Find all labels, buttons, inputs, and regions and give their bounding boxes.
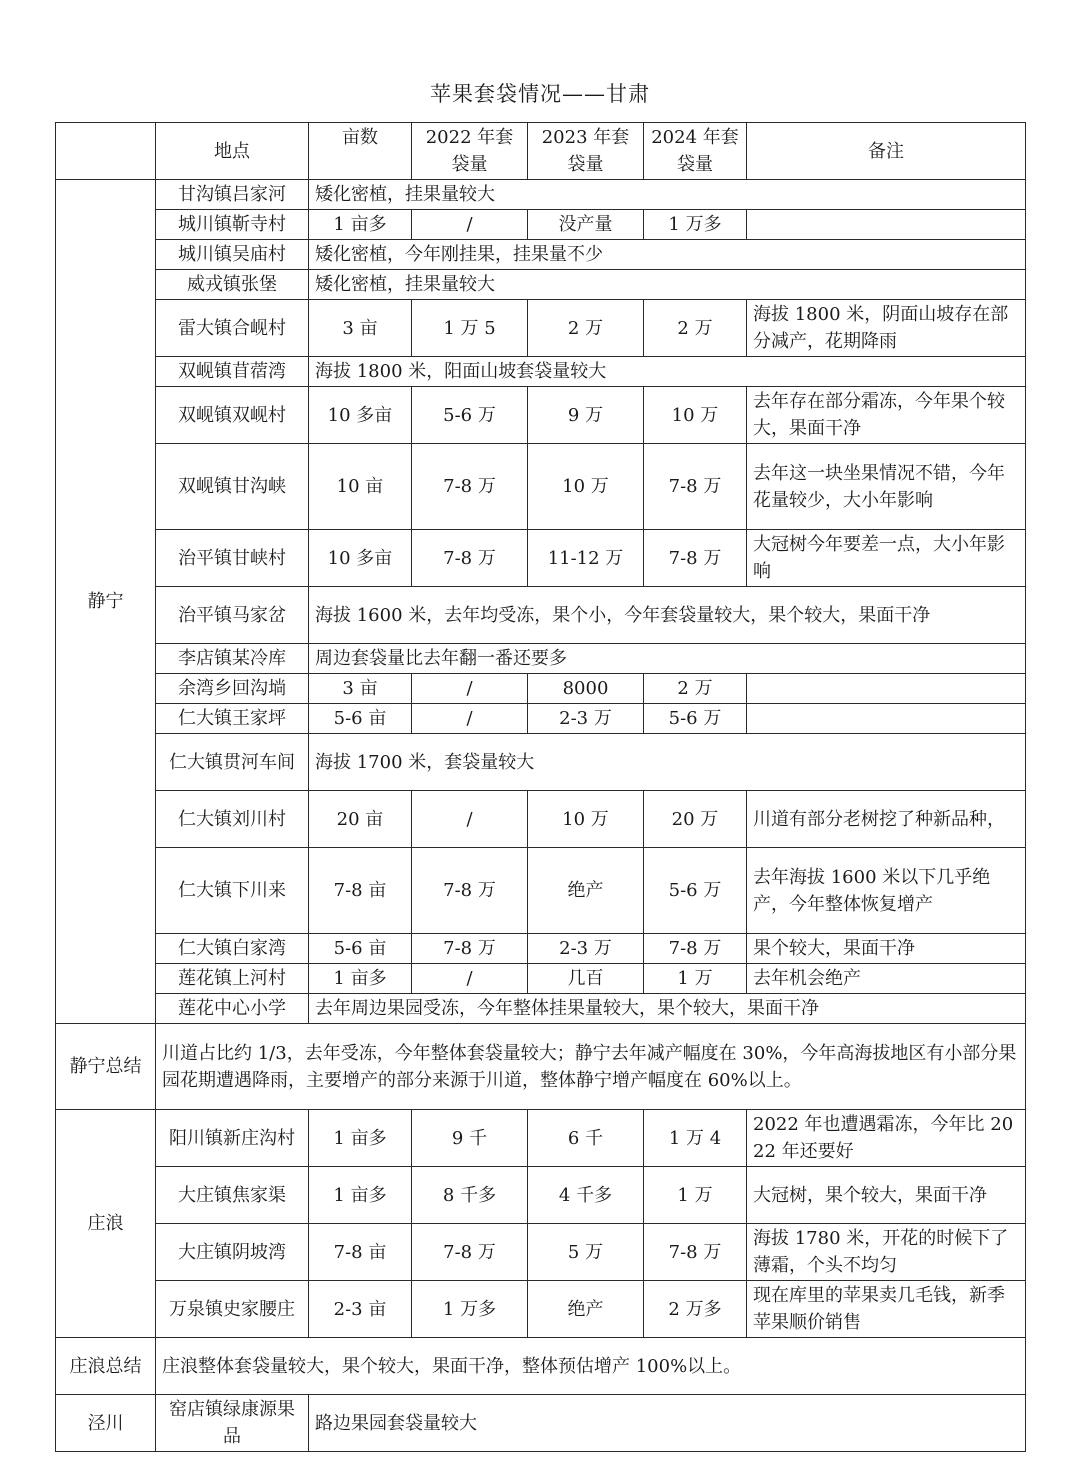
bag-2023-cell: 10 万	[528, 444, 644, 530]
area-cell: 1 亩多	[309, 1110, 412, 1167]
summary-row	[56, 1024, 1026, 1110]
location-cell: 余湾乡回沟埫	[156, 674, 309, 704]
apple-bagging-table	[55, 122, 1026, 1452]
bag-2024-cell: 2 万多	[644, 1281, 747, 1338]
bag-2024-cell: 1 万 4	[644, 1110, 747, 1167]
bag-2022-cell: /	[412, 210, 528, 240]
bag-2023-cell: 6 千	[528, 1110, 644, 1167]
bag-2023-cell: 9 万	[528, 387, 644, 444]
bag-2024-cell: 7-8 万	[644, 444, 747, 530]
jingning-summary-label: 静宁总结	[56, 1024, 156, 1110]
table-row	[56, 444, 1026, 530]
area-cell: 10 亩	[309, 444, 412, 530]
table-row	[56, 387, 1026, 444]
bag-2023-cell: 绝产	[528, 848, 644, 934]
bag-2022-cell: /	[412, 964, 528, 994]
location-cell: 莲花中心小学	[156, 994, 309, 1024]
location-cell: 仁大镇贯河车间	[156, 734, 309, 791]
table-row	[56, 1110, 1026, 1167]
table-row	[56, 587, 1026, 644]
bag-2023-cell: 11-12 万	[528, 530, 644, 587]
bag-2024-cell: 2 万	[644, 674, 747, 704]
note-cell: 川道有部分老树挖了种新品种，	[747, 791, 1026, 848]
table-row	[56, 240, 1026, 270]
bag-2022-cell: 9 千	[412, 1110, 528, 1167]
area-cell: 3 亩	[309, 674, 412, 704]
area-cell: 1 亩多	[309, 964, 412, 994]
location-cell: 治平镇马家岔	[156, 587, 309, 644]
region-jingning: 静宁	[56, 180, 156, 1024]
table-row	[56, 357, 1026, 387]
location-cell: 李店镇某冷库	[156, 644, 309, 674]
header-region-cell	[56, 123, 156, 180]
area-cell: 7-8 亩	[309, 1224, 412, 1281]
bag-2024-cell: 10 万	[644, 387, 747, 444]
bag-2024-cell: 1 万多	[644, 210, 747, 240]
table-row	[56, 1224, 1026, 1281]
bag-2023-cell: 没产量	[528, 210, 644, 240]
note-cell	[747, 704, 1026, 734]
merged-note-cell: 海拔 1600 米，去年均受冻，果个小，今年套袋量较大，果个较大，果面干净	[309, 587, 1026, 644]
location-cell: 仁大镇白家湾	[156, 934, 309, 964]
jingning-summary-text: 川道占比约 1/3，去年受冻，今年整体套袋量较大；静宁去年减产幅度在 30%，今年高海拔地区有小部分果园花期遭遇降雨，主要增产的部分来源于川道，整体静宁增产幅度在 60%以上。	[156, 1024, 1026, 1110]
area-cell: 10 多亩	[309, 530, 412, 587]
bag-2022-cell: 1 万 5	[412, 300, 528, 357]
table-row	[56, 964, 1026, 994]
table-row	[56, 704, 1026, 734]
table-row	[56, 1395, 1026, 1452]
bag-2022-cell: 8 千多	[412, 1167, 528, 1224]
bag-2024-cell: 5-6 万	[644, 704, 747, 734]
table-row	[56, 848, 1026, 934]
note-cell: 去年海拔 1600 米以下几乎绝产，今年整体恢复增产	[747, 848, 1026, 934]
region-jingchuan: 泾川	[56, 1395, 156, 1452]
area-cell: 20 亩	[309, 791, 412, 848]
bag-2024-cell: 1 万	[644, 1167, 747, 1224]
header-2022: 2022 年套袋量	[412, 123, 528, 180]
page-title: 苹果套袋情况——甘肃	[430, 82, 650, 106]
note-cell	[747, 210, 1026, 240]
location-cell: 窑店镇绿康源果品	[156, 1395, 309, 1452]
note-cell: 去年这一块坐果情况不错，今年花量较少，大小年影响	[747, 444, 1026, 530]
location-cell: 万泉镇史家腰庄	[156, 1281, 309, 1338]
location-cell: 城川镇靳寺村	[156, 210, 309, 240]
area-cell: 5-6 亩	[309, 704, 412, 734]
bag-2024-cell: 20 万	[644, 791, 747, 848]
merged-note-cell: 矮化密植，挂果量较大	[309, 270, 1026, 300]
note-cell: 大冠树，果个较大，果面干净	[747, 1167, 1026, 1224]
note-cell: 大冠树今年要差一点，大小年影响	[747, 530, 1026, 587]
location-cell: 阳川镇新庄沟村	[156, 1110, 309, 1167]
location-cell: 大庄镇焦家渠	[156, 1167, 309, 1224]
bag-2022-cell: 1 万多	[412, 1281, 528, 1338]
table-row	[56, 210, 1026, 240]
area-cell: 1 亩多	[309, 1167, 412, 1224]
location-cell: 城川镇吴庙村	[156, 240, 309, 270]
merged-note-cell: 去年周边果园受冻，今年整体挂果量较大，果个较大，果面干净	[309, 994, 1026, 1024]
location-cell: 仁大镇下川来	[156, 848, 309, 934]
bag-2022-cell: 7-8 万	[412, 444, 528, 530]
bag-2023-cell: 2-3 万	[528, 934, 644, 964]
bag-2024-cell: 5-6 万	[644, 848, 747, 934]
table-row	[56, 1281, 1026, 1338]
bag-2023-cell: 4 千多	[528, 1167, 644, 1224]
bag-2024-cell: 7-8 万	[644, 934, 747, 964]
bag-2022-cell: /	[412, 674, 528, 704]
note-cell: 2022 年也遭遇霜冻，今年比 2022 年还要好	[747, 1110, 1026, 1167]
bag-2023-cell: 几百	[528, 964, 644, 994]
location-cell: 双岘镇甘沟峡	[156, 444, 309, 530]
header-row	[56, 123, 1026, 180]
bag-2023-cell: 绝产	[528, 1281, 644, 1338]
note-cell: 去年存在部分霜冻，今年果个较大，果面干净	[747, 387, 1026, 444]
location-cell: 威戎镇张堡	[156, 270, 309, 300]
header-2023: 2023 年套袋量	[528, 123, 644, 180]
bag-2024-cell: 7-8 万	[644, 530, 747, 587]
location-cell: 仁大镇刘川村	[156, 791, 309, 848]
note-cell: 去年机会绝产	[747, 964, 1026, 994]
area-cell: 3 亩	[309, 300, 412, 357]
location-cell: 双岘镇苜蓿湾	[156, 357, 309, 387]
bag-2022-cell: /	[412, 704, 528, 734]
note-cell: 果个较大，果面干净	[747, 934, 1026, 964]
header-2024: 2024 年套袋量	[644, 123, 747, 180]
note-cell: 海拔 1780 米，开花的时候下了薄霜，个头不均匀	[747, 1224, 1026, 1281]
location-cell: 莲花镇上河村	[156, 964, 309, 994]
area-cell: 2-3 亩	[309, 1281, 412, 1338]
note-cell: 现在库里的苹果卖几毛钱，新季苹果顺价销售	[747, 1281, 1026, 1338]
bag-2022-cell: 7-8 万	[412, 934, 528, 964]
table-row	[56, 644, 1026, 674]
location-cell: 仁大镇王家坪	[156, 704, 309, 734]
bag-2022-cell: 7-8 万	[412, 1224, 528, 1281]
header-location: 地点	[156, 123, 309, 180]
location-cell: 双岘镇双岘村	[156, 387, 309, 444]
merged-note-cell: 海拔 1800 米，阳面山坡套袋量较大	[309, 357, 1026, 387]
note-cell	[747, 674, 1026, 704]
region-zhuanglang: 庄浪	[56, 1110, 156, 1338]
header-note: 备注	[747, 123, 1026, 180]
table-row	[56, 1167, 1026, 1224]
bag-2024-cell: 2 万	[644, 300, 747, 357]
location-cell: 甘沟镇吕家河	[156, 180, 309, 210]
table-row	[56, 934, 1026, 964]
note-cell: 海拔 1800 米，阴面山坡存在部分减产，花期降雨	[747, 300, 1026, 357]
bag-2022-cell: 7-8 万	[412, 848, 528, 934]
bag-2022-cell: /	[412, 791, 528, 848]
area-cell: 7-8 亩	[309, 848, 412, 934]
table-row	[56, 530, 1026, 587]
bag-2023-cell: 10 万	[528, 791, 644, 848]
table-row	[56, 994, 1026, 1024]
table-row	[56, 270, 1026, 300]
location-cell: 治平镇甘峡村	[156, 530, 309, 587]
location-cell: 雷大镇合岘村	[156, 300, 309, 357]
zhuanglang-summary-label: 庄浪总结	[56, 1338, 156, 1395]
merged-note-cell: 矮化密植，今年刚挂果，挂果量不少	[309, 240, 1026, 270]
bag-2024-cell: 1 万	[644, 964, 747, 994]
area-cell: 10 多亩	[309, 387, 412, 444]
bag-2024-cell: 7-8 万	[644, 1224, 747, 1281]
table-row	[56, 791, 1026, 848]
merged-note-cell: 周边套袋量比去年翻一番还要多	[309, 644, 1026, 674]
zhuanglang-summary-text: 庄浪整体套袋量较大，果个较大，果面干净，整体预估增产 100%以上。	[156, 1338, 1026, 1395]
table-row	[56, 300, 1026, 357]
area-cell: 1 亩多	[309, 210, 412, 240]
bag-2023-cell: 2 万	[528, 300, 644, 357]
table-row	[56, 674, 1026, 704]
bag-2022-cell: 7-8 万	[412, 530, 528, 587]
table-row	[56, 734, 1026, 791]
bag-2022-cell: 5-6 万	[412, 387, 528, 444]
merged-note-cell: 路边果园套袋量较大	[309, 1395, 1026, 1452]
location-cell: 大庄镇阴坡湾	[156, 1224, 309, 1281]
area-cell: 5-6 亩	[309, 934, 412, 964]
table-row	[56, 180, 1026, 210]
merged-note-cell: 海拔 1700 米，套袋量较大	[309, 734, 1026, 791]
bag-2023-cell: 2-3 万	[528, 704, 644, 734]
summary-row	[56, 1338, 1026, 1395]
bag-2023-cell: 8000	[528, 674, 644, 704]
header-area: 亩数	[309, 123, 412, 180]
merged-note-cell: 矮化密植，挂果量较大	[309, 180, 1026, 210]
bag-2023-cell: 5 万	[528, 1224, 644, 1281]
